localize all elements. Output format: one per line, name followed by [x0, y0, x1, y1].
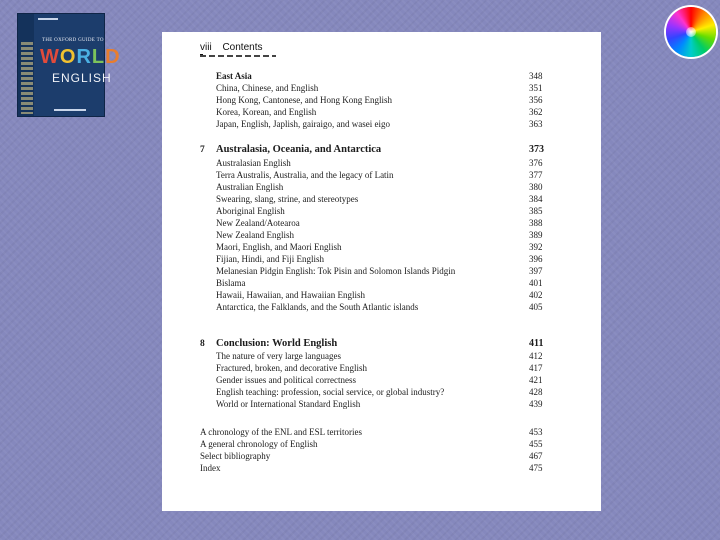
- toc-backmatter-row: [162, 462, 601, 474]
- cover-world-logo: [40, 45, 121, 69]
- toc-page-number: 428: [529, 387, 543, 397]
- head-rule: [200, 55, 276, 57]
- toc-page-number: 351: [529, 83, 543, 93]
- toc-entry-title: East Asia: [216, 71, 252, 81]
- toc-page-number: 392: [529, 242, 543, 252]
- toc-entry-row: [162, 118, 601, 130]
- toc-page-number: 396: [529, 254, 543, 264]
- toc-entry-row: [162, 106, 601, 118]
- toc-entry-title: New Zealand English: [216, 230, 294, 240]
- cover-vertical-title: [21, 42, 33, 114]
- toc-entry-title: Antarctica, the Falklands, and the South Atlantic islands: [216, 302, 419, 312]
- toc-entry-title: English teaching: profession, social service, or global industry?: [216, 387, 445, 397]
- toc-page-number: 363: [529, 119, 543, 129]
- cover-author-line: [54, 109, 86, 111]
- page-number: viii: [200, 42, 212, 53]
- cover-letter: L: [91, 46, 106, 68]
- toc-entry-title: Australian English: [216, 182, 284, 192]
- toc-entry-row: [162, 362, 601, 374]
- toc-page-number: 411: [529, 338, 544, 349]
- toc-backmatter-row: [162, 426, 601, 438]
- toc-entry-title: Korea, Korean, and English: [216, 107, 317, 117]
- toc-entry-title: Conclusion: World English: [216, 338, 338, 349]
- cover-letter: D: [105, 46, 121, 68]
- toc-entry-row: [162, 374, 601, 386]
- toc-entry-row: [162, 241, 601, 253]
- toc-entry-title: New Zealand/Aotearoa: [216, 218, 300, 228]
- toc-entry-row: [162, 70, 601, 82]
- running-head: [200, 42, 262, 53]
- toc-entry-title: Swearing, slang, strine, and stereotypes: [216, 194, 359, 204]
- color-wheel-hub: [686, 27, 696, 37]
- toc-entry-row: [162, 398, 601, 410]
- toc-entry-row: [162, 265, 601, 277]
- toc-entry-row: [162, 169, 601, 181]
- toc-page-number: 397: [529, 266, 543, 276]
- running-head-title: Contents: [222, 42, 263, 53]
- toc-page-number: 376: [529, 158, 543, 168]
- cover-letter: O: [59, 46, 77, 68]
- toc-entry-row: [162, 277, 601, 289]
- cover-letter: W: [40, 46, 60, 68]
- toc-entry-title: Aboriginal English: [216, 206, 285, 216]
- toc-entry-title: Fijian, Hindi, and Fiji English: [216, 254, 325, 264]
- toc-page-number: 467: [529, 451, 543, 461]
- toc-entry-row: [162, 82, 601, 94]
- toc-page-number: 412: [529, 351, 543, 361]
- toc-page-number: 453: [529, 427, 543, 437]
- toc-page-number: 405: [529, 302, 543, 312]
- color-wheel-icon: [666, 7, 716, 57]
- toc-entry-title: Index: [200, 463, 221, 473]
- toc-page-number: 348: [529, 71, 543, 81]
- toc-entry-title: Japan, English, Japlish, gairaigo, and wasei eigo: [216, 119, 390, 129]
- toc-chapter-row: [162, 338, 601, 350]
- toc-entry-row: [162, 157, 601, 169]
- toc-page-number: 380: [529, 182, 543, 192]
- toc-entry-title: World or International Standard English: [216, 399, 361, 409]
- toc-backmatter-row: [162, 438, 601, 450]
- toc-entry-title: Fractured, broken, and decorative English: [216, 363, 367, 373]
- toc-entry-row: [162, 253, 601, 265]
- toc-entry-title: Australasia, Oceania, and Antarctica: [216, 144, 382, 155]
- toc-entry-row: [162, 205, 601, 217]
- cover-top-line: [38, 18, 58, 20]
- cover-letter: R: [76, 46, 92, 68]
- toc-page-number: 388: [529, 218, 543, 228]
- toc-entry-row: [162, 94, 601, 106]
- toc-entry-title: China, Chinese, and English: [216, 83, 319, 93]
- toc-page-number: 356: [529, 95, 543, 105]
- cover-english-title: ENGLISH: [52, 71, 112, 85]
- toc-entry-title: A chronology of the ENL and ESL territories: [200, 427, 363, 437]
- toc-page-number: 377: [529, 170, 543, 180]
- toc-entry-row: [162, 229, 601, 241]
- toc-page-number: 402: [529, 290, 543, 300]
- contents-page: [162, 32, 601, 511]
- toc-entry-row: [162, 350, 601, 362]
- toc-page-number: 362: [529, 107, 543, 117]
- toc-page-number: 385: [529, 206, 543, 216]
- toc-entry-title: The nature of very large languages: [216, 351, 342, 361]
- toc-page-number: 421: [529, 375, 543, 385]
- toc-page-number: 389: [529, 230, 543, 240]
- toc-page-number: 475: [529, 463, 543, 473]
- toc-entry-title: Melanesian Pidgin English: Tok Pisin and Solomon Islands Pidgin: [216, 266, 456, 276]
- toc-entry-title: Select bibliography: [200, 451, 271, 461]
- chapter-number: 8: [200, 339, 205, 349]
- toc-page-number: 373: [529, 144, 544, 155]
- book-cover-image: [17, 13, 121, 117]
- toc-backmatter-row: [162, 450, 601, 462]
- toc-page-number: 455: [529, 439, 543, 449]
- toc-entry-title: Gender issues and political correctness: [216, 375, 356, 385]
- toc-page-number: 417: [529, 363, 543, 373]
- toc-entry-row: [162, 301, 601, 313]
- toc-page-number: 384: [529, 194, 543, 204]
- cover-subtitle: THE OXFORD GUIDE TO: [42, 38, 104, 43]
- toc-entry-row: [162, 193, 601, 205]
- toc-page-number: 401: [529, 278, 543, 288]
- toc-page-number: 439: [529, 399, 543, 409]
- toc-entry-row: [162, 289, 601, 301]
- toc-entry-row: [162, 217, 601, 229]
- toc-entry-title: Hawaii, Hawaiian, and Hawaiian English: [216, 290, 365, 300]
- toc-entry-title: Bislama: [216, 278, 246, 288]
- toc-entry-title: Hong Kong, Cantonese, and Hong Kong English: [216, 95, 392, 105]
- toc-entry-title: Australasian English: [216, 158, 291, 168]
- toc-entry-row: [162, 386, 601, 398]
- toc-entry-title: A general chronology of English: [200, 439, 318, 449]
- toc-entry-title: Terra Australis, Australia, and the legacy of Latin: [216, 170, 394, 180]
- toc-chapter-row: [162, 144, 601, 156]
- toc-entry-row: [162, 181, 601, 193]
- chapter-number: 7: [200, 145, 205, 155]
- toc-entry-title: Maori, English, and Maori English: [216, 242, 342, 252]
